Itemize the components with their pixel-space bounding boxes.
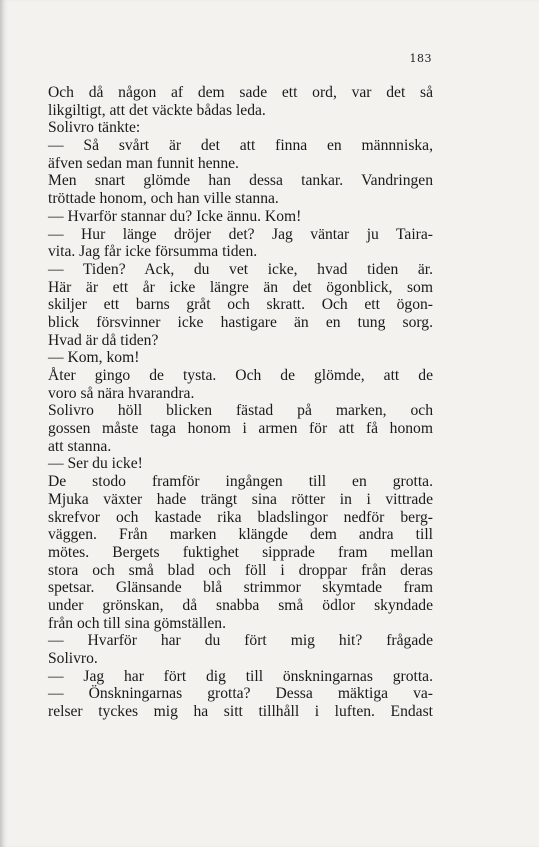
text-line: De stodo framför ingången till en grotta.: [48, 473, 433, 491]
text-line: att stanna.: [48, 437, 112, 455]
text-line: Solivro höll blicken fästad på marken, och: [48, 402, 433, 420]
text-line: — Hur länge dröjer det? Jag väntar ju Taira-: [48, 225, 433, 243]
text-line: Hvad är då tiden?: [48, 331, 159, 349]
text-line: Solivro.: [48, 650, 98, 667]
page-number: 183: [409, 52, 432, 65]
text-line: tröttade honom, och han ville stanna.: [48, 190, 279, 208]
text-line: — Hvarför stannar du? Icke ännu. Kom!: [48, 207, 302, 225]
text-line: — Ser du icke!: [48, 455, 143, 473]
text-line: Solivro tänkte:: [48, 119, 141, 137]
text-line: — Önskningarnas grotta? Dessa mäktiga va-: [48, 685, 433, 703]
text-line: skiljer ett barns gråt och skratt. Och ett ögon-: [48, 296, 433, 314]
text-line: blick försvinner icke hastigare än en tung sorg.: [48, 313, 433, 331]
page-text: [48, 84, 433, 721]
text-line: — Så svårt är det att finna en männniska,: [48, 137, 433, 155]
text-line: Åter gingo de tysta. Och de glömde, att de: [48, 367, 433, 384]
text-line: — Jag har fört dig till önskningarnas grotta.: [48, 667, 433, 685]
text-line: Och då någon af dem sade ett ord, var det så: [48, 84, 433, 101]
text-line: vita. Jag får icke försumma tiden.: [48, 243, 258, 261]
text-line: stora och små blad och föll i droppar från deras: [48, 561, 433, 579]
text-line: gossen måste taga honom i armen för att få honom: [48, 420, 433, 438]
text-line: Mjuka växter hade trängt sina rötter in i vittrade: [48, 490, 433, 508]
text-line: — Hvarför har du fört mig hit? frågade: [48, 632, 433, 650]
text-line: relser tyckes mig ha sitt tillhåll i luften. Endast: [48, 703, 433, 721]
text-line: under grönskan, då snabba små ödlor skyndade: [48, 596, 433, 614]
text-line: väggen. Från marken klängde dem andra till: [48, 526, 433, 544]
text-line: äfven sedan man funnit henne.: [48, 154, 239, 172]
text-line: — Tiden? Ack, du vet icke, hvad tiden är.: [48, 260, 433, 278]
text-line: mötes. Bergets fuktighet sipprade fram mellan: [48, 543, 433, 561]
text-line: voro så nära hvarandra.: [48, 384, 195, 402]
text-line: spetsar. Glänsande blå strimmor skymtade fram: [48, 579, 433, 597]
text-line: skrefvor och kastade rika bladslingor nedför berg-: [48, 508, 433, 526]
text-line: Här är ett år icke längre än det ögonblick, som: [48, 278, 433, 296]
text-line: likgiltigt, att det väckte bådas leda.: [48, 101, 266, 119]
text-line: Men snart glömde han dessa tankar. Vandringen: [48, 172, 433, 190]
text-line: — Kom, kom!: [48, 349, 140, 367]
text-line: från och till sina gömställen.: [48, 614, 226, 632]
